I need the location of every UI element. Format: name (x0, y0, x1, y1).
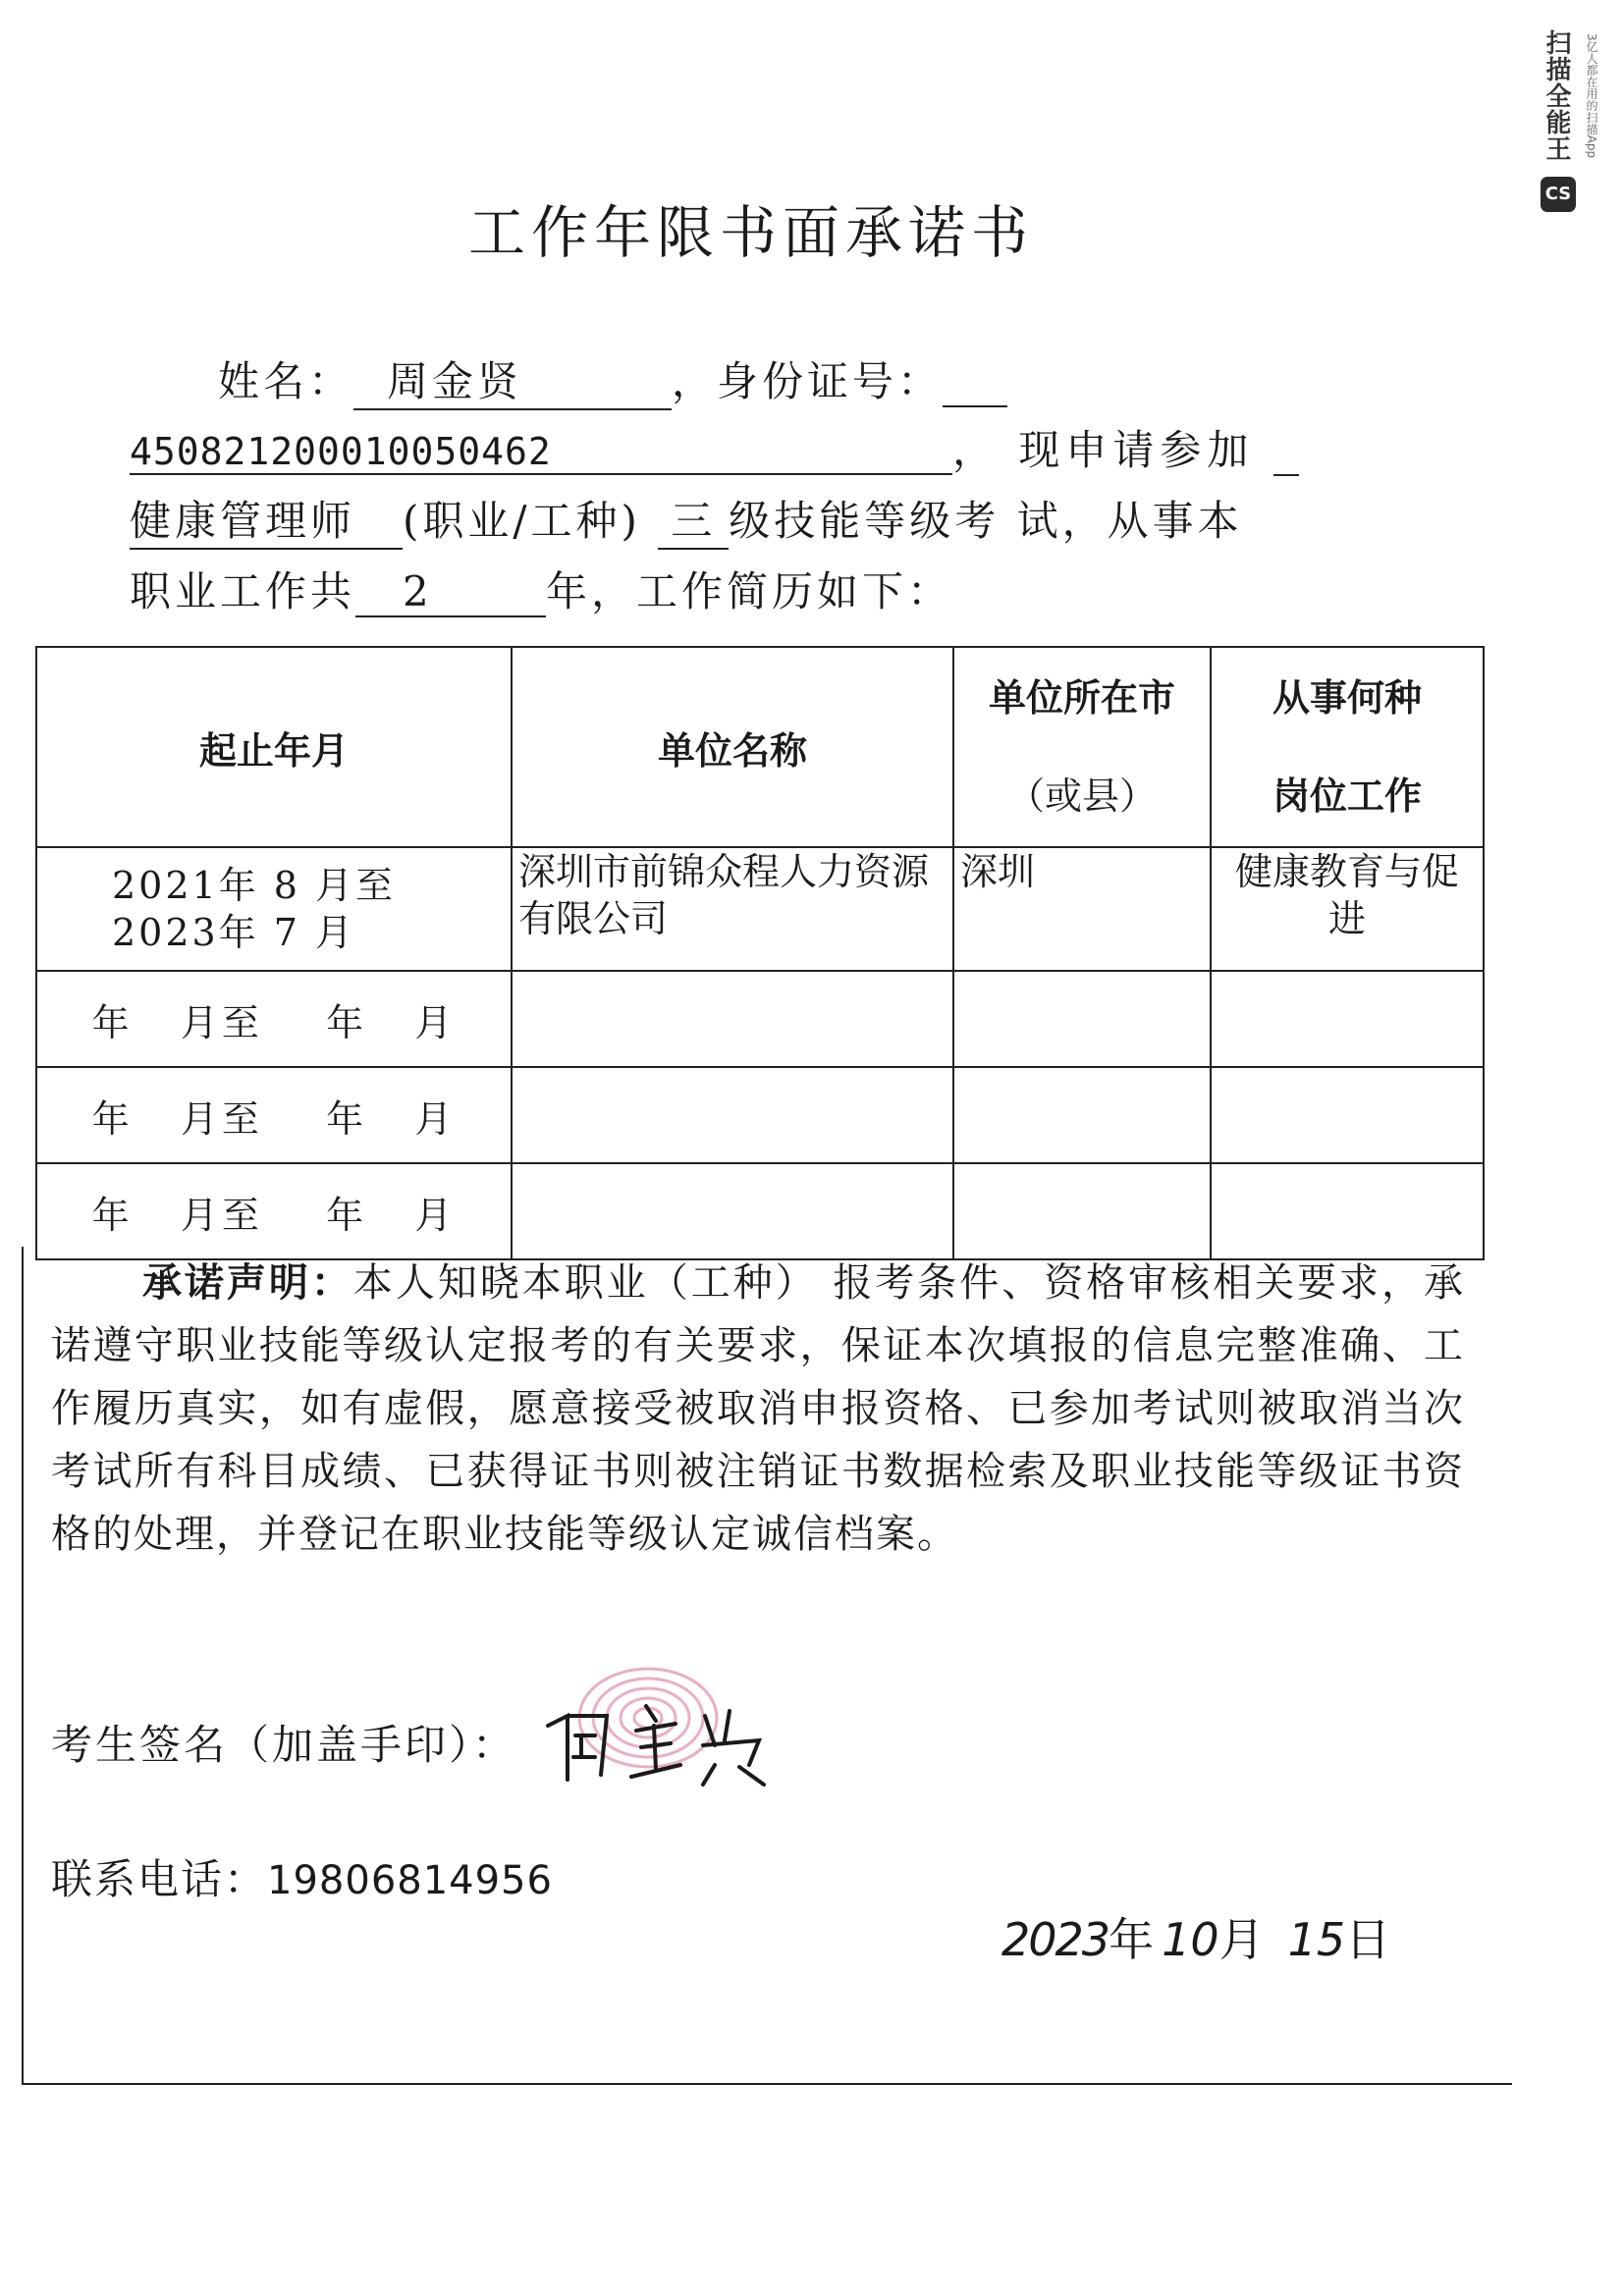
occupation-value: 健康管理师 (130, 489, 403, 550)
years-suffix: 年，工作简历如下： (546, 567, 953, 615)
row-3-period: 年 月至 年 月 (36, 1067, 512, 1163)
header-post-line2: 岗位工作 (1271, 774, 1422, 818)
header-city (953, 647, 1211, 847)
name-label: 姓名： (218, 357, 354, 405)
header-city-line1: 单位所在市 (988, 676, 1175, 720)
apply-text: ， 现申请参加 (952, 426, 1255, 474)
row-4-period: 年 月至 年 月 (36, 1163, 512, 1259)
declaration-left-border (22, 1247, 24, 2085)
header-post (1211, 647, 1484, 847)
row-1-post: 健康教育与促进 (1211, 847, 1484, 971)
header-post-line1: 从事何种 (1271, 676, 1422, 720)
row-4-company (512, 1163, 953, 1259)
row-1-city: 深圳 (953, 847, 1211, 971)
table-row (36, 971, 1484, 1067)
date-day-char: 日 (1345, 1913, 1391, 1966)
row-4-city (953, 1163, 1211, 1259)
contact-phone: 19806814956 (267, 1858, 553, 1903)
id-line (130, 418, 1299, 477)
row-2-period: 年 月至 年 月 (36, 971, 512, 1067)
watermark-app-name: 扫描全能王 (1542, 29, 1571, 162)
row-2-post (1211, 971, 1484, 1067)
table-row (36, 1163, 1484, 1259)
cs-logo-icon: CS (1541, 177, 1576, 212)
contact-label: 联系电话： (51, 1855, 268, 1903)
row-2-city (953, 971, 1211, 1067)
declaration-bottom-border (22, 2083, 1512, 2085)
table-header-row (36, 647, 1484, 847)
scanner-watermark (1527, 29, 1615, 236)
header-city-line2: （或县） (1006, 774, 1157, 818)
row-2-company (512, 971, 953, 1067)
date-year: 2023 (1001, 1913, 1109, 1966)
declaration-label: 承诺声明： (141, 1260, 353, 1306)
years-prefix: 职业工作共 (130, 567, 356, 615)
id-number: 450821200010050462 (130, 430, 952, 475)
name-line (218, 349, 1007, 410)
date-month: 10 (1162, 1913, 1219, 1966)
row-4-post (1211, 1163, 1484, 1259)
signature-label: 考生签名（加盖手印）： (51, 1721, 517, 1769)
watermark-tagline: 3亿人都在用的扫描App (1585, 33, 1598, 159)
contact-line (51, 1847, 553, 1906)
level-value: 三 (658, 489, 729, 550)
id-blank-start (943, 357, 1007, 407)
header-period: 起止年月 (36, 647, 512, 847)
level-suffix: 级技能等级考 试，从事本 (729, 497, 1243, 545)
years-value: 2 (355, 567, 546, 617)
header-company: 单位名称 (512, 647, 953, 847)
row-3-city (953, 1067, 1211, 1163)
row-3-post (1211, 1067, 1484, 1163)
work-history-table (35, 646, 1485, 1260)
date-year-char: 年 (1109, 1913, 1155, 1966)
page-title: 工作年限书面承诺书 (467, 199, 1034, 266)
handwritten-signature (538, 1686, 784, 1794)
row-1-period: 2021年 8 月至 2023年 7 月 (36, 847, 512, 971)
date-month-char: 月 (1218, 1913, 1265, 1966)
date-day: 15 (1287, 1913, 1346, 1966)
table-row (36, 1067, 1484, 1163)
occupation-suffix: (职业/工种) (403, 497, 641, 545)
declaration-paragraph (51, 1252, 1465, 1566)
handwritten-date (1001, 1904, 1390, 1969)
years-line (130, 560, 952, 618)
id-label: ，身份证号： (672, 357, 944, 405)
table-row (36, 847, 1484, 971)
declaration-text: 本人知晓本职业（工种） 报考条件、资格审核相关要求，承诺遵守职业技能等级认定报考的有关要求，保证本次填报的信息完整准确、工作履历真实，如有虚假，愿意接受被取消申报资格、已参加考试则被取消当次考试所有科目成绩、已获得证书则被注销证书数据检索及职业技能等级证书资格的处理，并登记在职业技能等级认定诚信档案。 (51, 1260, 1466, 1557)
name-value: 周金贤 (353, 349, 672, 410)
row-1-company: 深圳市前锦众程人力资源有限公司 (512, 847, 953, 971)
apply-blank (1273, 426, 1299, 476)
row-3-company (512, 1067, 953, 1163)
occupation-line (130, 489, 1243, 550)
